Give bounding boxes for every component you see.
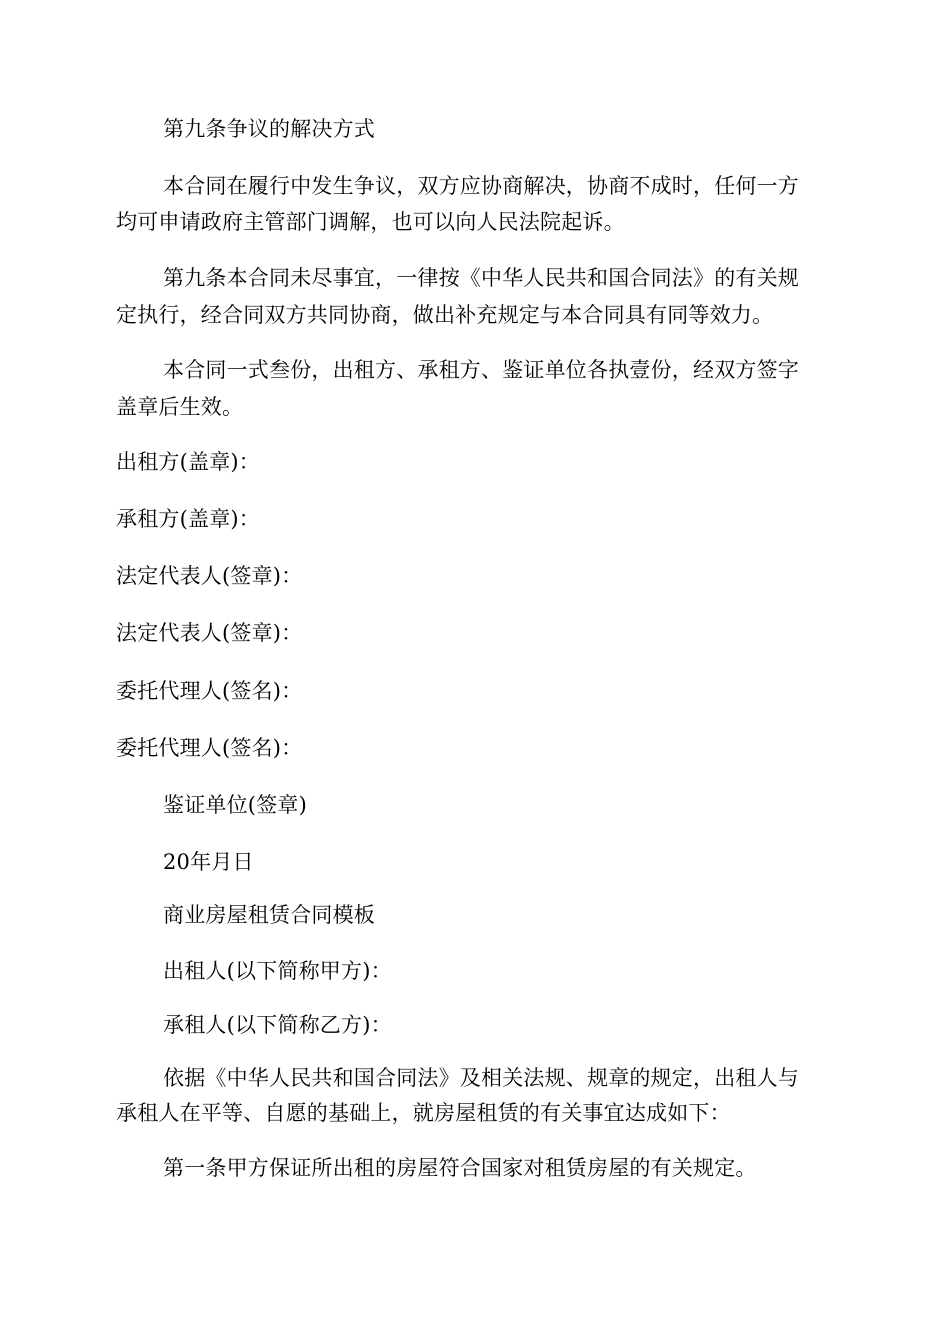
- paragraph-basis-line-1: 依据《中华人民共和国合同法》及相关法规、规章的规定，出租人与: [163, 1066, 799, 1090]
- signature-legal-rep-2: 法定代表人(签章)：: [116, 621, 303, 645]
- template-title: 商业房屋租赁合同模板: [163, 903, 375, 927]
- paragraph-unresolved-line-1: 第九条本合同未尽事宜，一律按《中华人民共和国合同法》的有关规: [163, 266, 799, 290]
- signature-lessor-seal: 出租方(盖章)：: [116, 450, 260, 474]
- paragraph-copies-line-1: 本合同一式叁份，出租方、承租方、鉴证单位各执壹份，经双方签字: [163, 358, 799, 382]
- signature-date: 20年月日: [163, 850, 254, 874]
- section-heading-dispute-resolution: 第九条争议的解决方式: [163, 117, 375, 141]
- paragraph-dispute-line-1: 本合同在履行中发生争议，双方应协商解决，协商不成时，任何一方: [163, 174, 799, 198]
- paragraph-unresolved-line-2: 定执行，经合同双方共同协商，做出补充规定与本合同具有同等效力。: [116, 303, 774, 327]
- signature-certifier: 鉴证单位(签章): [163, 793, 307, 817]
- signature-agent-1: 委托代理人(签名)：: [116, 679, 303, 703]
- article-one: 第一条甲方保证所出租的房屋符合国家对租赁房屋的有关规定。: [163, 1156, 757, 1180]
- paragraph-dispute-line-2: 均可申请政府主管部门调解，也可以向人民法院起诉。: [116, 210, 625, 234]
- paragraph-basis-line-2: 承租人在平等、自愿的基础上，就房屋租赁的有关事宜达成如下：: [116, 1101, 731, 1125]
- paragraph-copies-line-2: 盖章后生效。: [116, 395, 244, 419]
- signature-agent-2: 委托代理人(签名)：: [116, 736, 303, 760]
- party-lessor-a: 出租人(以下简称甲方)：: [163, 959, 392, 983]
- party-lessee-b: 承租人(以下简称乙方)：: [163, 1013, 392, 1037]
- signature-lessee-seal: 承租方(盖章)：: [116, 507, 260, 531]
- signature-legal-rep-1: 法定代表人(签章)：: [116, 564, 303, 588]
